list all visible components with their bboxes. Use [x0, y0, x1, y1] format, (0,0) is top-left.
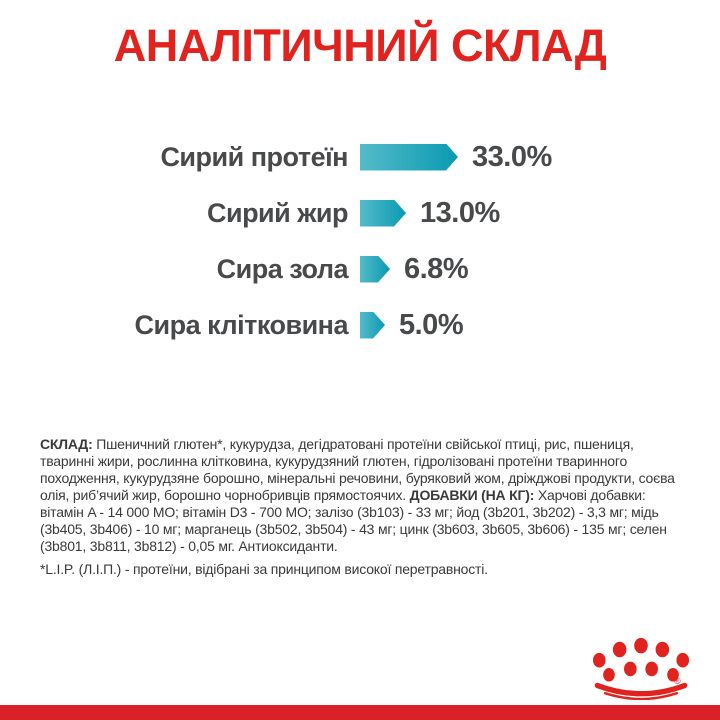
nutrient-value: 5.0% [399, 308, 464, 341]
ingredients-text: Пшеничний глютен*, кукурудза, дегідратовані протеїни свійської птиці, рис, пшениця, тваринні жири, рослинна клітковина, кукурудзяний глютен, гідролізовані протеїни тваринного походження, кукурудзяне борошно, мінеральні речовини, буряковий жом, дріжджові продукти, соєва олія, риб’ячий жир, борошно чорнобривців прямостоячих. [40, 436, 675, 503]
additives-heading: ДОБАВКИ (НА КГ): [409, 487, 535, 503]
nutrient-bar [360, 256, 390, 283]
nutrient-label: Сирий жир [206, 197, 348, 228]
royal-canin-crown-logo [592, 634, 690, 700]
chart-row [0, 241, 720, 297]
nutrient-value: 13.0% [420, 196, 500, 229]
nutrient-bar [360, 200, 406, 227]
nutrient-label: Сира клітковина [134, 309, 348, 340]
nutrient-label: Сирий протеїн [160, 141, 348, 172]
lip-footnote: *L.I.P. (Л.І.П.) - протеїни, відібрані за принципом високої перетравності. [40, 561, 488, 577]
bottom-red-bar [0, 705, 720, 720]
chart-row [0, 129, 720, 185]
nutrient-value: 6.8% [404, 252, 469, 285]
nutrient-label: Сира зола [216, 253, 348, 284]
crown-icon [592, 634, 690, 700]
additives-text: Харчові добавки: вітамін A - 14 000 МО; вітамін D3 - 700 МО; залізо (3b103) - 33 мг; йод (3b201, 3b202) - 3,3 мг; мідь (3b405, 3b406) - 10 мг; марганець (3b502, 3b504) - 43 мг; цинк (3b603, 3b605, 3b606) - 135 мг; селен (3b801, 3b811, 3b812) - 0,05 мг. Антиоксиданти. [40, 487, 667, 554]
nutrient-bar [360, 144, 458, 171]
registered-trademark-symbol: ® [674, 676, 681, 686]
composition-heading: СКЛАД: [40, 436, 93, 452]
chart-row [0, 185, 720, 241]
page-title: АНАЛІТИЧНИЙ СКЛАД [113, 20, 607, 71]
nutrient-bar [360, 312, 385, 339]
composition-paragraph [40, 436, 680, 555]
nutrient-value: 33.0% [472, 140, 552, 173]
chart-row [0, 297, 720, 353]
analytical-chart [0, 129, 720, 353]
composition-text-block [40, 436, 680, 578]
